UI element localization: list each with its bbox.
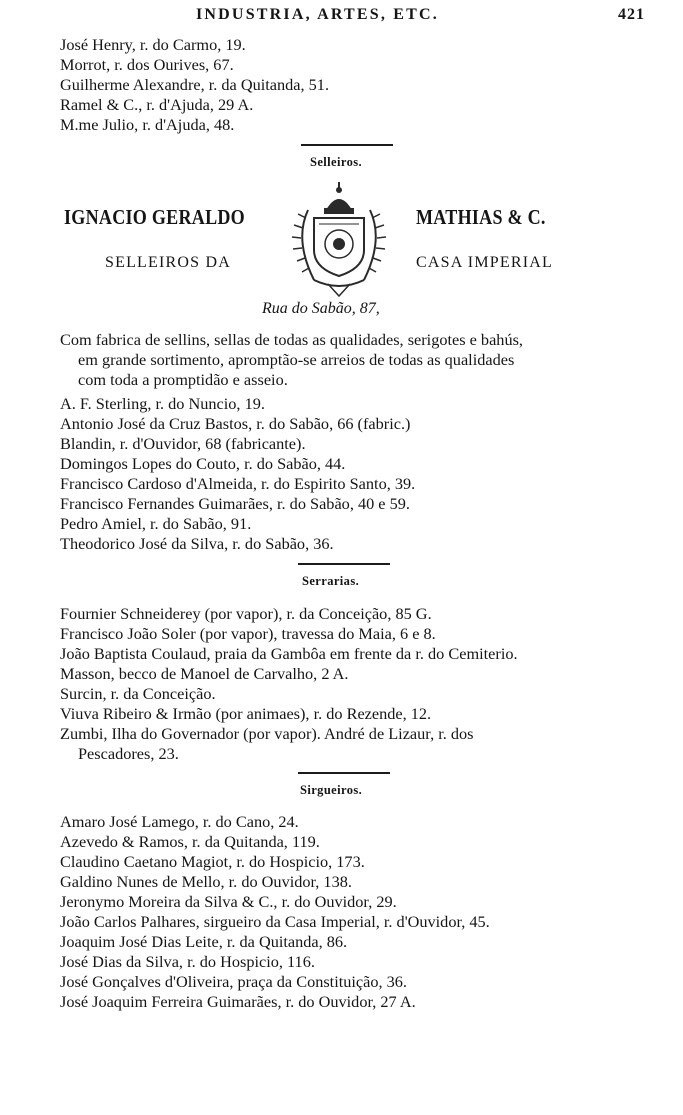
section-heading-selleiros: Selleiros. [310, 155, 363, 169]
list-item: Joaquim José Dias Leite, r. da Quitanda, 86. [60, 932, 348, 951]
list-item: Surcin, r. da Conceição. [60, 684, 216, 703]
list-item: Jeronymo Moreira da Silva & C., r. do Ouvidor, 29. [60, 892, 397, 911]
list-item: João Baptista Coulaud, praia da Gambôa em frente da r. do Cemiterio. [60, 644, 518, 663]
list-item: Theodorico José da Silva, r. do Sabão, 36. [60, 534, 334, 553]
list-item: Ramel & C., r. d'Ajuda, 29 A. [60, 95, 254, 114]
list-item: Francisco Cardoso d'Almeida, r. do Espirito Santo, 39. [60, 474, 416, 493]
ad-name-left: IGNACIO GERALDO [64, 205, 245, 229]
running-head [0, 6, 683, 28]
ad-description-line: Com fabrica de sellins, sellas de todas as qualidades, serigotes e bahús, [60, 330, 523, 349]
page-number: 421 [618, 6, 645, 23]
list-item: José Henry, r. do Carmo, 19. [60, 35, 246, 54]
list-item: A. F. Sterling, r. do Nuncio, 19. [60, 394, 265, 413]
list-item: Morrot, r. dos Ourives, 67. [60, 55, 234, 74]
ad-subtitle-right: CASA IMPERIAL [416, 254, 553, 271]
list-item: Francisco João Soler (por vapor), travessa do Maia, 6 e 8. [60, 624, 436, 643]
section-divider [298, 563, 390, 565]
list-item-continuation: Pescadores, 23. [78, 744, 179, 763]
list-item: Francisco Fernandes Guimarães, r. do Sabão, 40 e 59. [60, 494, 410, 513]
ad-subtitle-left: SELLEIROS DA [105, 254, 231, 271]
list-item: Viuva Ribeiro & Irmão (por animaes), r. do Rezende, 12. [60, 704, 432, 723]
list-item: M.me Julio, r. d'Ajuda, 48. [60, 115, 235, 134]
section-divider [301, 144, 393, 146]
ad-name-right: MATHIAS & C. [416, 205, 546, 229]
list-item: Guilherme Alexandre, r. da Quitanda, 51. [60, 75, 330, 94]
list-item: Zumbi, Ilha do Governador (por vapor). André de Lizaur, r. dos [60, 724, 474, 743]
list-item: Masson, becco de Manoel de Carvalho, 2 A. [60, 664, 349, 683]
section-heading-sirgueiros: Sirgueiros. [300, 783, 363, 797]
list-item: Azevedo & Ramos, r. da Quitanda, 119. [60, 832, 320, 851]
list-item: José Gonçalves d'Oliveira, praça da Constituição, 36. [60, 972, 408, 991]
section-heading-serrarias: Serrarias. [302, 574, 360, 588]
list-item: Claudino Caetano Magiot, r. do Hospicio, 173. [60, 852, 365, 871]
list-item: Blandin, r. d'Ouvidor, 68 (fabricante). [60, 434, 306, 453]
list-item: José Joaquim Ferreira Guimarães, r. do Ouvidor, 27 A. [60, 992, 416, 1011]
running-title: INDUSTRIA, ARTES, ETC. [196, 6, 440, 23]
list-item: Antonio José da Cruz Bastos, r. do Sabão, 66 (fabric.) [60, 414, 411, 433]
ad-address: Rua do Sabão, 87, [262, 300, 380, 317]
list-item: José Dias da Silva, r. do Hospicio, 116. [60, 952, 315, 971]
ad-description-line: com toda a promptidão e asseio. [78, 370, 288, 389]
list-item: Pedro Amiel, r. do Sabão, 91. [60, 514, 252, 533]
list-item: Amaro José Lamego, r. do Cano, 24. [60, 812, 299, 831]
list-item: João Carlos Palhares, sirgueiro da Casa Imperial, r. d'Ouvidor, 45. [60, 912, 490, 931]
list-item: Fournier Schneiderey (por vapor), r. da Conceição, 85 G. [60, 604, 432, 623]
section-divider [298, 772, 390, 774]
list-item: Domingos Lopes do Couto, r. do Sabão, 44. [60, 454, 346, 473]
ad-description-line: em grande sortimento, apromptão-se arreios de todas as qualidades [78, 350, 515, 369]
imperial-crest-icon [284, 180, 394, 298]
list-item: Galdino Nunes de Mello, r. do Ouvidor, 138. [60, 872, 352, 891]
